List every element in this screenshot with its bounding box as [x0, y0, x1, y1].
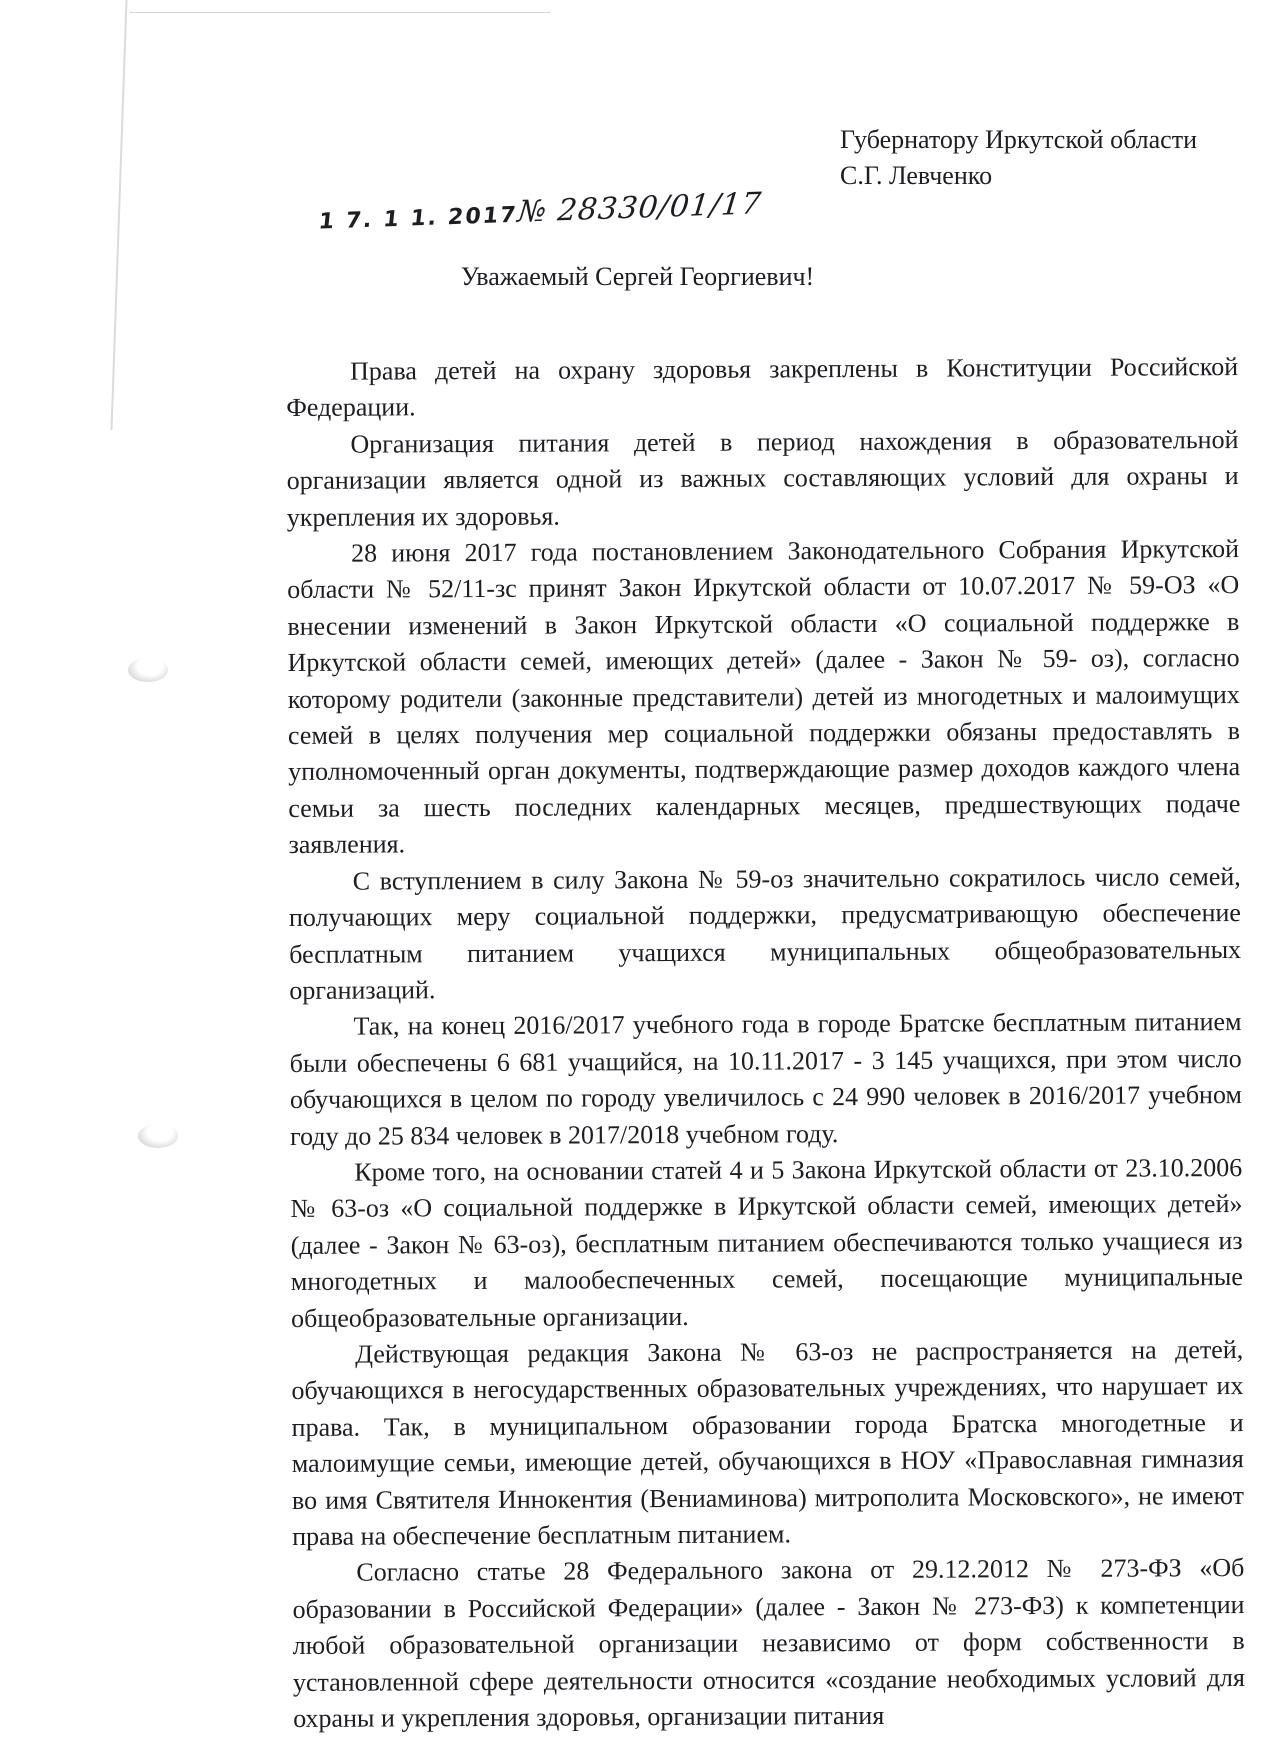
- addressee-title: Губернатору Иркутской области: [840, 125, 1197, 154]
- registration-stamp: [317, 186, 763, 236]
- punch-hole-mark: [128, 658, 168, 682]
- paragraph: 28 июня 2017 года постановлением Законодательного Собрания Иркутской области № 52/11-зс принят Закон Иркутской области от 10.07.2017 № 59-ОЗ «О внесении изменений в Закон Иркутской области «О социальной поддержке в Иркутской области семей, имеющих детей» (далее - Закон № 59- оз), согласно которому родители (законные представители) детей из многодетных и малоимущих семей в целях получения мер социальной поддержки обязаны предоставлять в уполномоченный орган документы, подтверждающие размер доходов каждого члена семьи за шесть последних календарных месяцев, предшествующих подаче заявления.: [287, 534, 1241, 860]
- stamp-number: № 28330/01/17: [515, 186, 764, 230]
- page-left-edge: [110, 0, 149, 430]
- paragraph: Действующая редакция Закона № 63-оз не распространяется на детей, обучающихся в негосударственных образовательных учреждениях, что нарушает их права. Так, в муниципальном образовании города Братска многодетные и малоимущие семьи, имеющие детей, обучающихся в НОУ «Православная гимназия во имя Святителя Иннокентия (Вениаминова) митрополита Московского», не имеют права на обеспечение бесплатным питанием.: [291, 1334, 1245, 1551]
- addressee-name: С.Г. Левченко: [840, 161, 993, 190]
- paragraph: Права детей на охрану здоровья закреплены в Конституции Российской Федерации.: [286, 352, 1239, 423]
- letter-body: [286, 349, 1245, 1737]
- addressee-block: [840, 122, 1197, 194]
- paragraph: С вступлением в силу Закона № 59-оз значительно сократилось число семей, получающих меру социальной поддержки, предусматривающую обеспечение бесплатным питанием учащихся муниципальных общеобразовательных организаций.: [288, 861, 1242, 1005]
- punch-hole-mark: [138, 1124, 178, 1148]
- paragraph: Кроме того, на основании статей 4 и 5 Закона Иркутской области от 23.10.2006 № 63-оз «О социальной поддержке в Иркутской области семей, имеющих детей» (далее - Закон № 63-оз), бесплатным питанием обеспечиваются только учащиеся из многодетных и малообеспеченных семей, посещающие муниципальные общеобразовательные организации.: [290, 1152, 1243, 1333]
- salutation: Уважаемый Сергей Георгиевич!: [460, 262, 815, 291]
- paragraph: Согласно статье 28 Федерального закона от 29.12.2012 № 273-ФЗ «Об образовании в Российской Федерации» (далее - Закон № 273-ФЗ) к компетенции любой образовательной организации независимо от форм собственности в установленной сфере деятельности относится «создание необходимых условий для охраны и укрепления здоровья, организации питания: [292, 1553, 1246, 1734]
- paragraph: Так, на конец 2016/2017 учебного года в городе Братске бесплатным питанием были обеспечены 6 681 учащийся, на 10.11.2017 - 3 145 учащихся, при этом число обучающихся в целом по городу увеличилось с 24 990 человек в 2016/2017 учебном году до 25 834 человек в 2017/2018 учебном году.: [289, 1007, 1242, 1151]
- paragraph: Организация питания детей в период нахождения в образовательной организации является одной из важных составляющих условий для охраны и укрепления их здоровья.: [286, 424, 1239, 532]
- stamp-date: 1 7. 1 1. 2017: [317, 202, 519, 235]
- page-top-edge: [130, 12, 550, 17]
